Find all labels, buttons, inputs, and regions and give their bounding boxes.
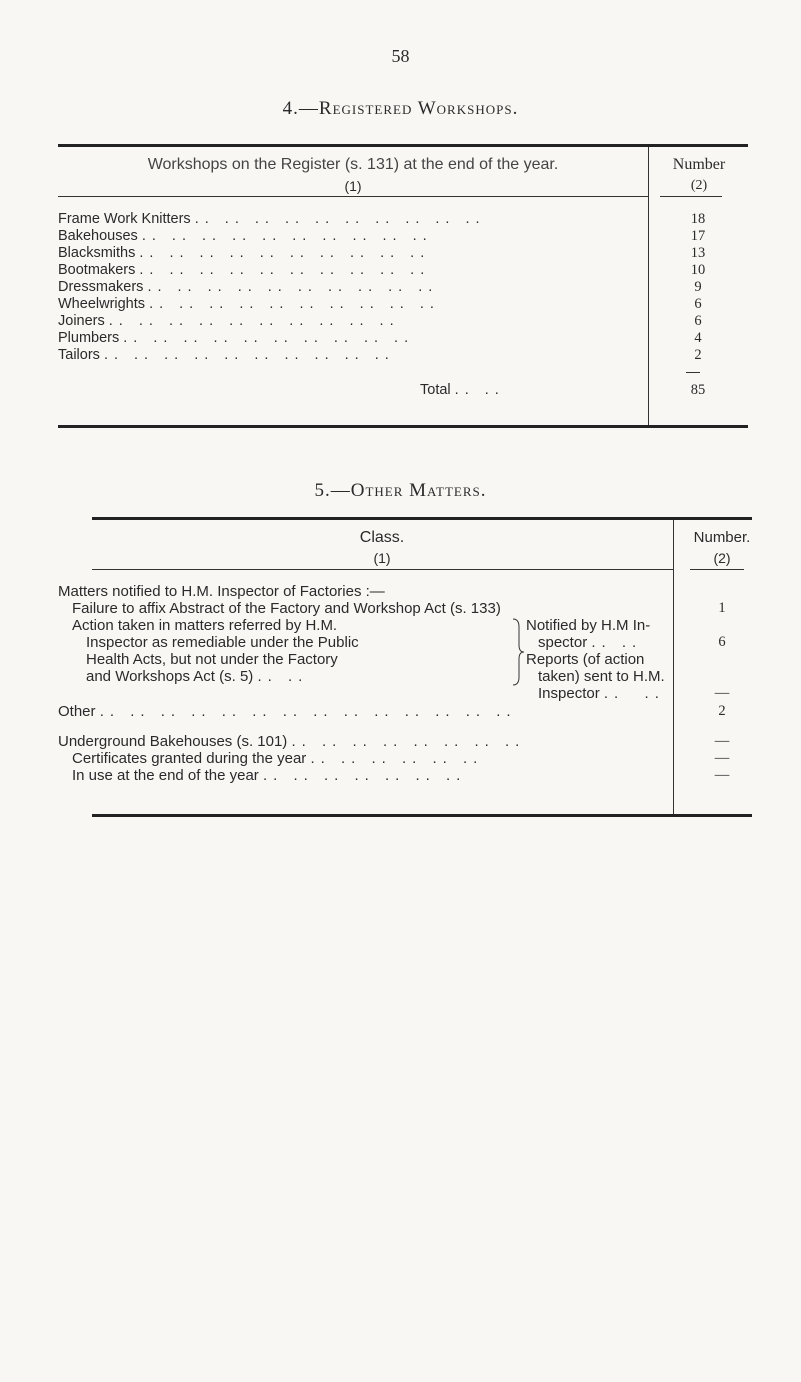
action-taken-line: Inspector as remediable under the Public <box>86 634 359 651</box>
in-use-value: — <box>714 767 730 783</box>
reports-line: Inspector .. .. <box>538 685 665 702</box>
action-taken-line: and Workshops Act (s. 5) .. .. <box>86 668 309 685</box>
other-col1-header: Class. <box>359 529 405 546</box>
table-row: Bakehouses .. .. .. .. .. .. .. .. .. .. <box>58 228 433 244</box>
other-top-rule <box>92 517 752 520</box>
brace-icon <box>511 617 525 687</box>
table-row-value: 9 <box>694 279 702 295</box>
table-row: Dressmakers .. .. .. .. .. .. .. .. .. .. <box>58 279 439 295</box>
other-label: Other .. .. .. .. .. .. .. .. .. .. .. .. .. .. <box>58 703 517 720</box>
other-col2-sub: (2) <box>713 550 731 566</box>
certificates-value: — <box>714 750 730 766</box>
workshops-bottom-rule <box>58 425 748 428</box>
other-value: 2 <box>718 703 726 719</box>
failure-to-affix-value: 1 <box>718 600 726 616</box>
notified-line: spector .. .. <box>538 634 643 651</box>
table-row-value: 18 <box>690 211 706 227</box>
other-bottom-rule <box>92 814 752 817</box>
failure-to-affix-label: Failure to affix Abstract of the Factory and Workshop Act (s. 133) <box>72 600 501 617</box>
table-row-value: 13 <box>690 245 706 261</box>
workshops-title: 4.—Registered Workshops. <box>282 98 519 119</box>
table-row: Frame Work Knitters .. .. .. .. .. .. .. .. .. .. <box>58 211 486 227</box>
table-row-value: 17 <box>690 228 706 244</box>
other-header-rule <box>92 569 673 570</box>
other-header-rule-2 <box>690 569 744 570</box>
table-row: Bootmakers .. .. .. .. .. .. .. .. .. .. <box>58 262 431 278</box>
table-row: Tailors .. .. .. .. .. .. .. .. .. .. <box>58 347 395 363</box>
notified-value: 6 <box>718 634 726 650</box>
workshops-top-rule <box>58 144 748 147</box>
other-matters-title: 5.—Other Matters. <box>314 480 487 501</box>
reports-line: taken) sent to H.M. <box>538 668 665 685</box>
total-underline <box>686 372 700 373</box>
table-row: Wheelwrights .. .. .. .. .. .. .. .. .. .. <box>58 296 440 312</box>
workshops-col1-sub: (1) <box>344 178 362 194</box>
table-row: Plumbers .. .. .. .. .. .. .. .. .. .. <box>58 330 415 346</box>
table-row: Blacksmiths .. .. .. .. .. .. .. .. .. .. <box>58 245 431 261</box>
notified-line: Notified by H.M In- <box>526 617 651 634</box>
reports-value: — <box>714 685 730 701</box>
table-row: Joiners .. .. .. .. .. .. .. .. .. .. <box>58 313 400 329</box>
page-number: 58 <box>391 46 410 66</box>
other-col1-sub: (1) <box>373 550 391 566</box>
table-row-value: 6 <box>694 296 702 312</box>
underground-bakehouses-label: Underground Bakehouses (s. 101) .. .. .. .. .. .. .. .. <box>58 733 526 750</box>
in-use-label: In use at the end of the year .. .. .. .. .. .. .. <box>72 767 467 784</box>
total-value: 85 <box>690 382 706 398</box>
certificates-label: Certificates granted during the year .. .. .. .. .. .. <box>72 750 484 767</box>
workshops-header-rule <box>58 196 648 197</box>
table-row-value: 6 <box>694 313 702 329</box>
matters-notified-intro: Matters notified to H.M. Inspector of Factories :— <box>58 583 385 600</box>
table-row-value: 10 <box>690 262 706 278</box>
workshops-col1-header: Workshops on the Register (s. 131) at the end of the year. <box>147 156 559 173</box>
table-row-value: 2 <box>694 347 702 363</box>
other-col2-header: Number. <box>693 529 751 546</box>
underground-bakehouses-value: — <box>714 733 730 749</box>
action-taken-line: Action taken in matters referred by H.M. <box>72 617 338 634</box>
reports-line: Reports (of action <box>526 651 645 668</box>
table-row-value: 4 <box>694 330 702 346</box>
workshops-col2-header: Number <box>672 156 726 173</box>
total-label: Total .. .. <box>420 382 505 398</box>
action-taken-line: Health Acts, but not under the Factory <box>86 651 338 668</box>
workshops-header-rule-2 <box>660 196 722 197</box>
workshops-col2-sub: (2) <box>690 178 708 193</box>
